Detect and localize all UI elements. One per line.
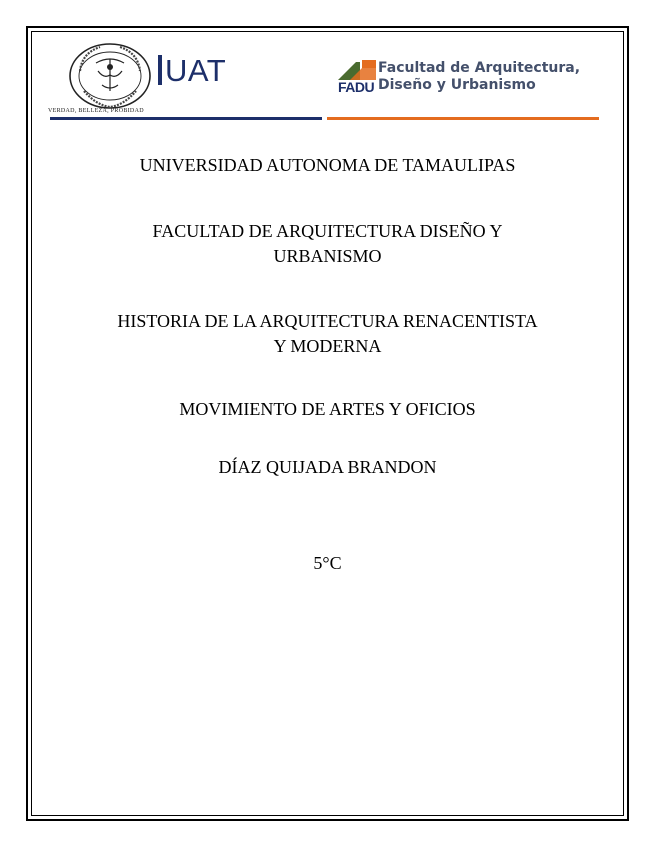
university-name [60, 153, 595, 178]
group-label-text: 5°C [313, 553, 342, 573]
topic-title [60, 397, 595, 422]
course-name-line1: HISTORIA DE LA ARQUITECTURA RENACENTISTA [117, 311, 538, 331]
course-name [60, 309, 595, 359]
course-name-line2: Y MODERNA [273, 336, 382, 356]
university-name-text: UNIVERSIDAD AUTONOMA DE TAMAULIPAS [139, 155, 516, 175]
page-border-inner [31, 31, 624, 816]
faculty-name-line2: URBANISMO [273, 246, 382, 266]
faculty-name [60, 219, 595, 269]
topic-title-text: MOVIMIENTO DE ARTES Y OFICIOS [179, 399, 476, 419]
group-label [60, 551, 595, 576]
fadu-logo [336, 56, 601, 100]
faculty-name-line1: FACULTAD DE ARQUITECTURA DISEÑO Y [152, 221, 503, 241]
seal-motto: VERDAD, BELLEZA, PROBIDAD [48, 108, 144, 114]
uat-logo [158, 48, 226, 92]
document-header [50, 38, 605, 122]
student-name [60, 455, 595, 480]
uat-logo-text: UAT [165, 52, 227, 88]
university-seal-icon [66, 41, 154, 111]
student-name-text: DÍAZ QUIJADA BRANDON [218, 457, 437, 477]
fadu-abbreviation: FADU [338, 79, 375, 95]
fadu-name-line1: Facultad de Arquitectura, [378, 60, 581, 76]
header-rule-blue [50, 117, 322, 120]
uat-logo-bar [158, 55, 162, 85]
header-rule-orange [327, 117, 599, 120]
fadu-name-line2: Diseño y Urbanismo [378, 77, 536, 93]
